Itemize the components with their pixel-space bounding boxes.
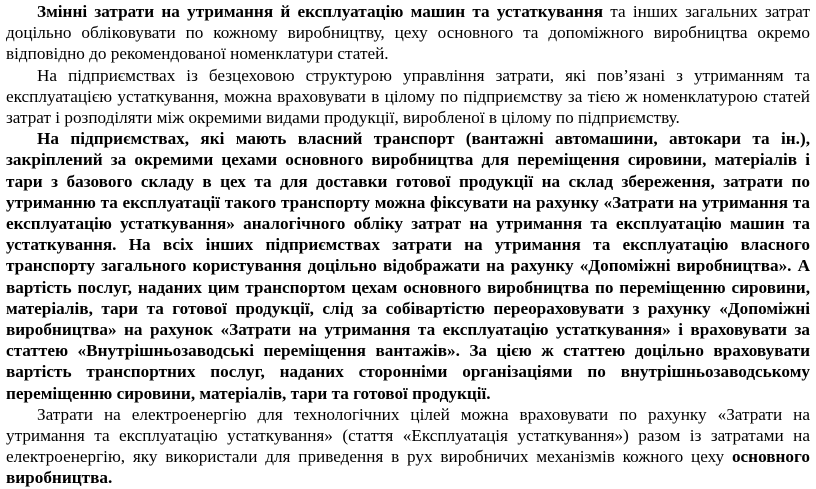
paragraph-own-transport [6,128,810,404]
paragraph-shopless-structure [6,65,810,129]
text-run-electricity-costs: Затрати на електроенергію для технологічних цілей можна враховувати по рахунку «Затрати на утримання та експлуатацію устаткування» (стаття «Експлуатація устаткування») разом із затратами на електроенергію, яку використали для приведення в рух виробничих механізмів кожного цеху [6,404,810,467]
paragraph-electricity-costs [6,404,810,489]
bold-run-own-transport: На підприємствах, які мають власний транспорт (вантажні автомашини, автокари та ін.), закріплений за окремими цехами основного виробництва для переміщення сировини, матеріалів і тари з базового складу в цех та для доставки готової продукції на склад збереження, затрати по утриманню та експлуатації такого транспорту можна фіксувати на рахунку «Затрати на утримання та експлуатацію устаткування» аналогічного обліку затрат на утримання та експлуатацію машин та устаткування. На всіх інших підприємствах затрати на утримання та експлуатацію власного транспорту загального користування доцільно відображати на рахунку «Допоміжні виробництва». А вартість послуг, наданих цим транспортом цехам основного виробництва по переміщенню сировини, матеріалів, тари та готової продукції, слід за собівартістю переораховувати з рахунку «Допоміжні виробництва» на рахунок «Затрати на утримання та експлуатацію устаткування» і враховувати за статтею «Внутрішньозаводські переміщення вантажів». За цією ж статтею доцільно враховувати вартість транспортних послуг, наданих сторонніми організаціями по внутрішньозаводському переміщенню сировини, матеріалів, тари та готової продукції. [6,129,810,403]
paragraph-variable-costs [6,1,810,65]
text-run-variable-costs: та інших загальних затрат доцільно обліковувати по кожному виробництву, цеху основного та допоміжного виробництва окремо відповідно до рекомендованої номенклатури статей. [6,2,810,64]
text-run-shopless-structure: На підприємствах із безцеховою структурою управління затрати, які пов’язані з утриманням та експлуатацією устаткування, можна враховувати в цілому по підприємству за тією ж номенклатурою статей затрат і розподіляти між окремими видами продукції, виробленої в цілому по підприємству. [6,65,810,128]
bold-run-variable-costs-heading: Змінні затрати на утримання й експлуатацію машин та устаткування [37,2,604,21]
bold-run-main-production: основного виробництва. [6,447,810,488]
